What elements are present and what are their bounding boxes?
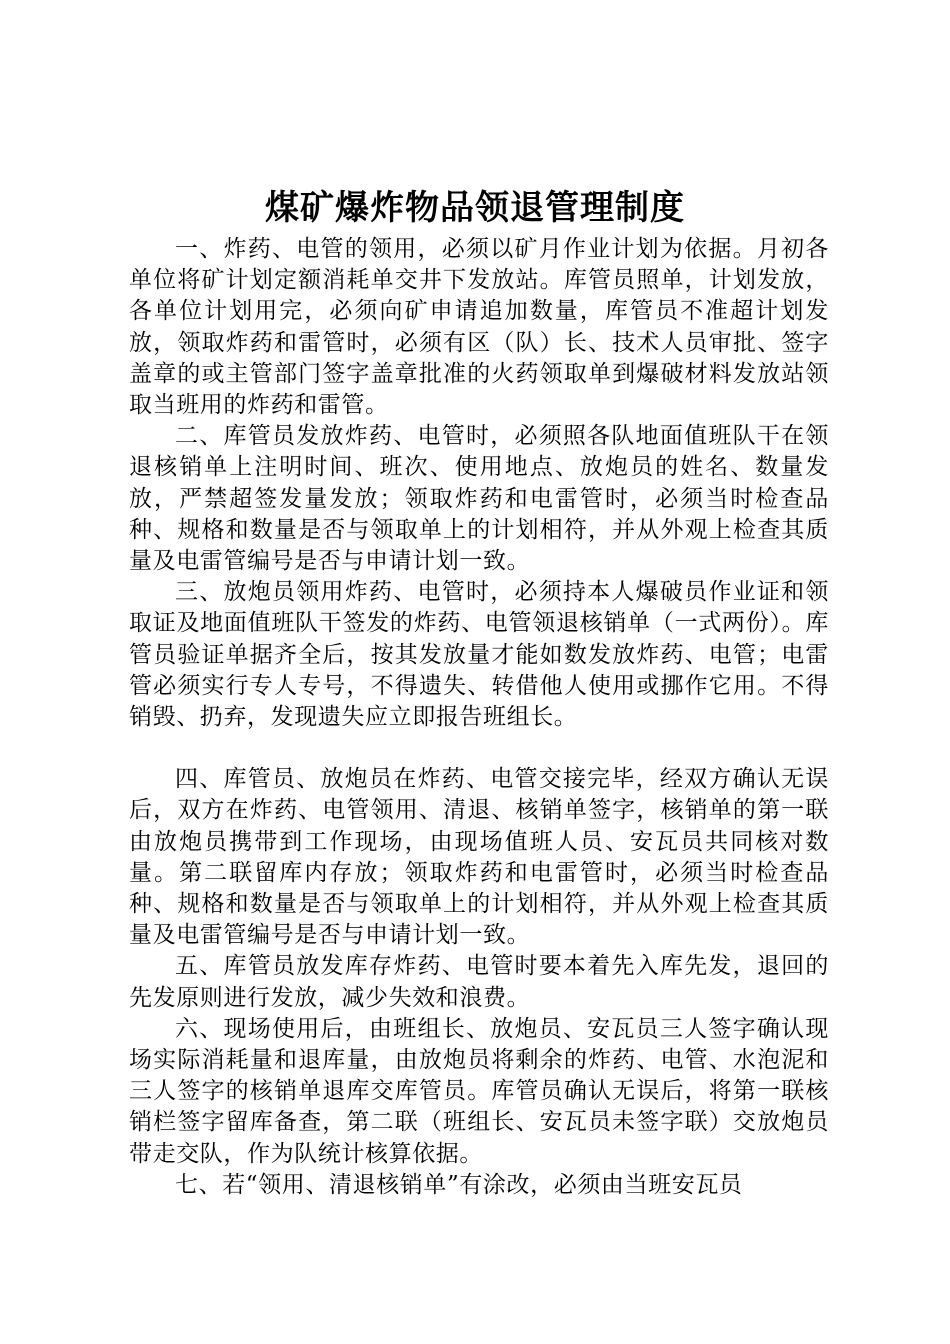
- paragraph-1: 一、炸药、电管的领用，必须以矿月作业计划为依据。月初各单位将矿计划定额消耗单交井下发放站。库管员照单，计划发放，各单位计划用完，必须向矿申请追加数量，库管员不准超计划发放，领取炸药和雷管时，必须有区（队）长、技术人员审批、签字盖章的或主管部门签字盖章批准的火药领取单到爆破材料发放站领取当班用的炸药和雷管。: [129, 236, 829, 419]
- document-body: [129, 234, 829, 1201]
- paragraph-6: 六、现场使用后，由班组长、放炮员、安瓦员三人签字确认现场实际消耗量和退库量，由放炮员将剩余的炸药、电管、水泡泥和三人签字的核销单退库交库管员。库管员确认无误后，将第一联核销栏签字留库备查，第二联（班组长、安瓦员未签字联）交放炮员带走交队，作为队统计核算依据。: [129, 1015, 829, 1167]
- paragraph-7: 七、若“领用、清退核销单”有涂改，必须由当班安瓦员: [175, 1171, 743, 1198]
- paragraph-5: 五、库管员放发库存炸药、电管时要本着先入库先发，退回的先发原则进行发放，减少失效和浪费。: [129, 953, 829, 1011]
- paragraph-3: 三、放炮员领用炸药、电管时，必须持本人爆破员作业证和领取证及地面值班队干签发的炸药、电管领退核销单（一式两份）。库管员验证单据齐全后，按其发放量才能如数发放炸药、电管；电雷管必须实行专人专号，不得遗失、转借他人使用或挪作它用。不得销毁、扔弃，发现遗失应立即报告班组长。: [129, 579, 829, 731]
- paragraph-4: 四、库管员、放炮员在炸药、电管交接完毕，经双方确认无误后，双方在炸药、电管领用、清退、核销单签字，核销单的第一联由放炮员携带到工作现场，由现场值班人员、安瓦员共同核对数量。第二联留库内存放；领取炸药和电雷管时，必须当时检查品种、规格和数量是否与领取单上的计划相符，并从外观上检查其质量及电雷管编号是否与申请计划一致。: [129, 766, 829, 949]
- document-title: 煤矿爆炸物品领退管理制度: [265, 188, 685, 228]
- paragraph-2: 二、库管员发放炸药、电管时，必须照各队地面值班队干在领退核销单上注明时间、班次、使用地点、放炮员的姓名、数量发放，严禁超签发量发放；领取炸药和电雷管时，必须当时检查品种、规格和数量是否与领取单上的计划相符，并从外观上检查其质量及电雷管编号是否与申请计划一致。: [129, 423, 829, 575]
